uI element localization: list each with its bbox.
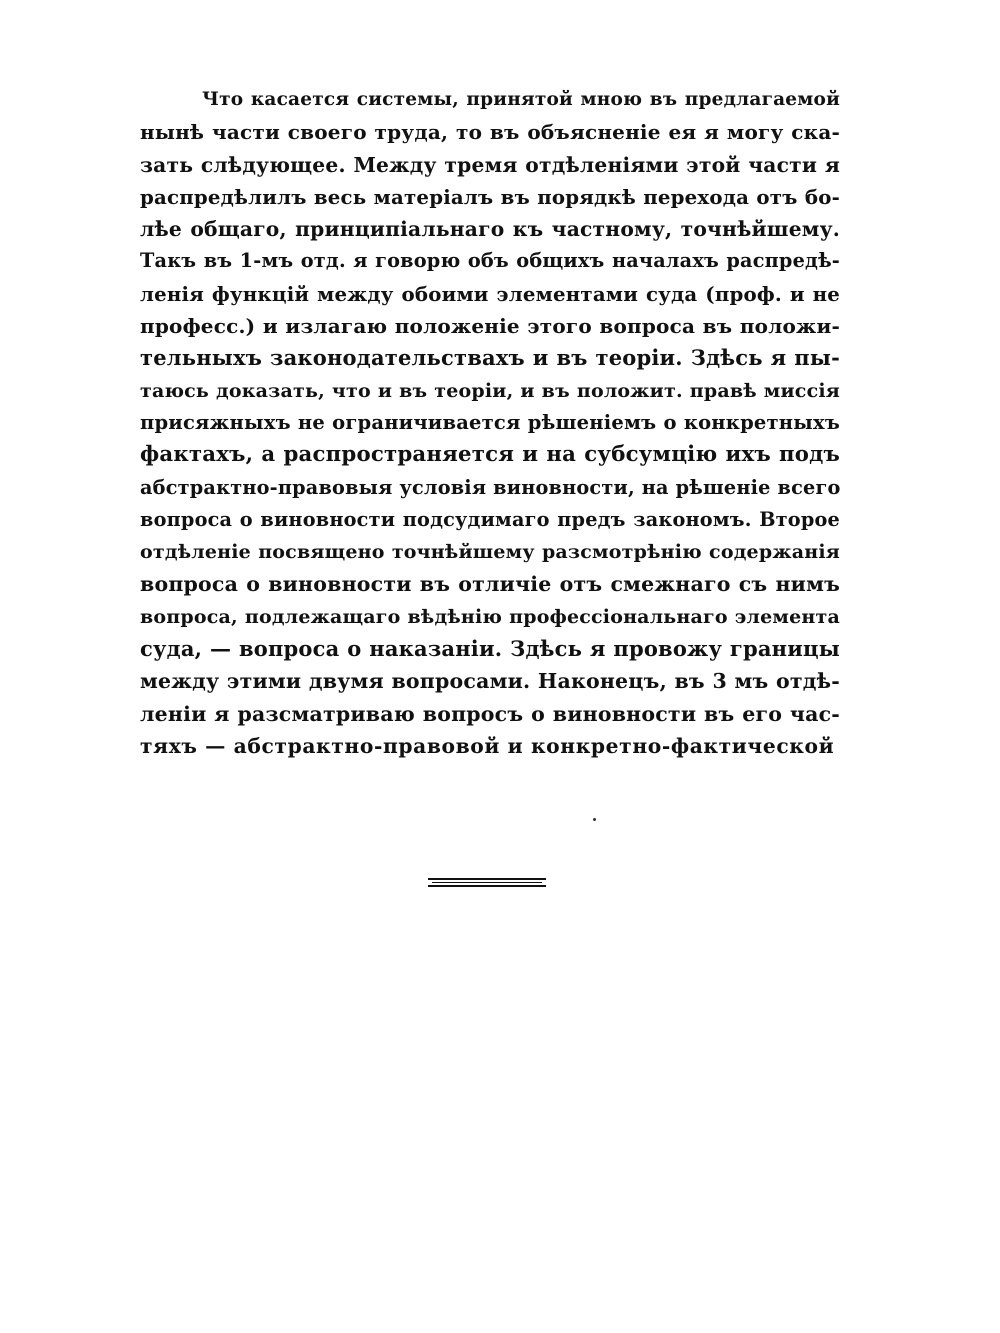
text-line: тяхъ — абстрактно-правовой и конкретно-фактической — [140, 733, 835, 758]
text-line: ленія функцій между обоими элементами суда (проф. и не — [140, 281, 840, 306]
text-line: леніи я разсматриваю вопросъ о виновности въ его час- — [140, 701, 840, 726]
print-speck — [593, 818, 596, 821]
section-end-rule — [428, 885, 546, 887]
text-line: вопроса о виновности въ отличіе отъ смежнаго съ нимъ — [140, 572, 840, 597]
text-line: между этими двумя вопросами. Наконецъ, въ 3 мъ отдѣ- — [140, 669, 840, 694]
text-line: лѣе общаго, принципіальнаго къ частному, точнѣйшему. — [140, 217, 840, 242]
text-line: суда, — вопроса о наказаніи. Здѣсь я провожу границы — [140, 636, 840, 662]
text-line: Что касается системы, принятой мною въ предлагаемой — [202, 89, 840, 110]
text-line: абстрактно-правовыя условія виновности, на рѣшеніе всего — [140, 475, 841, 499]
text-line: фактахъ, а распространяется и на субсумцію ихъ подъ — [140, 442, 840, 468]
text-line: зать слѣдующее. Между тремя отдѣленіями этой части я — [140, 152, 840, 177]
text-line: вопроса, подлежащаго вѣдѣнію профессіональнаго элемента — [140, 605, 840, 628]
body-paragraph — [140, 84, 840, 762]
text-line: распредѣлилъ весь матеріалъ въ порядкѣ перехода отъ бо- — [140, 184, 840, 209]
text-line: присяжныхъ не ограничивается рѣшеніемъ о конкретныхъ — [140, 410, 840, 434]
text-line: професс.) и излагаю положеніе этого вопроса въ положи- — [140, 314, 840, 339]
text-line: Такъ въ 1-мъ отд. я говорю объ общихъ началахъ распредѣ- — [140, 249, 840, 273]
section-end-rule — [432, 882, 542, 883]
text-line-last — [140, 730, 840, 762]
section-end-rule — [428, 878, 546, 880]
text-line: отдѣленіе посвящено точнѣйшему разсмотрѣнію содержанія — [140, 541, 840, 564]
text-line: тельныхъ законодательствахъ и въ теоріи. Здѣсь я пы- — [140, 345, 840, 371]
text-line: таюсь доказать, что и въ теоріи, и въ положит. правѣ миссія — [140, 379, 840, 402]
text-line: вопроса о виновности подсудимаго предъ закономъ. Второе — [140, 507, 840, 531]
text-line: нынѣ части своего труда, то въ объясненіе ея я могу ска- — [140, 120, 840, 145]
